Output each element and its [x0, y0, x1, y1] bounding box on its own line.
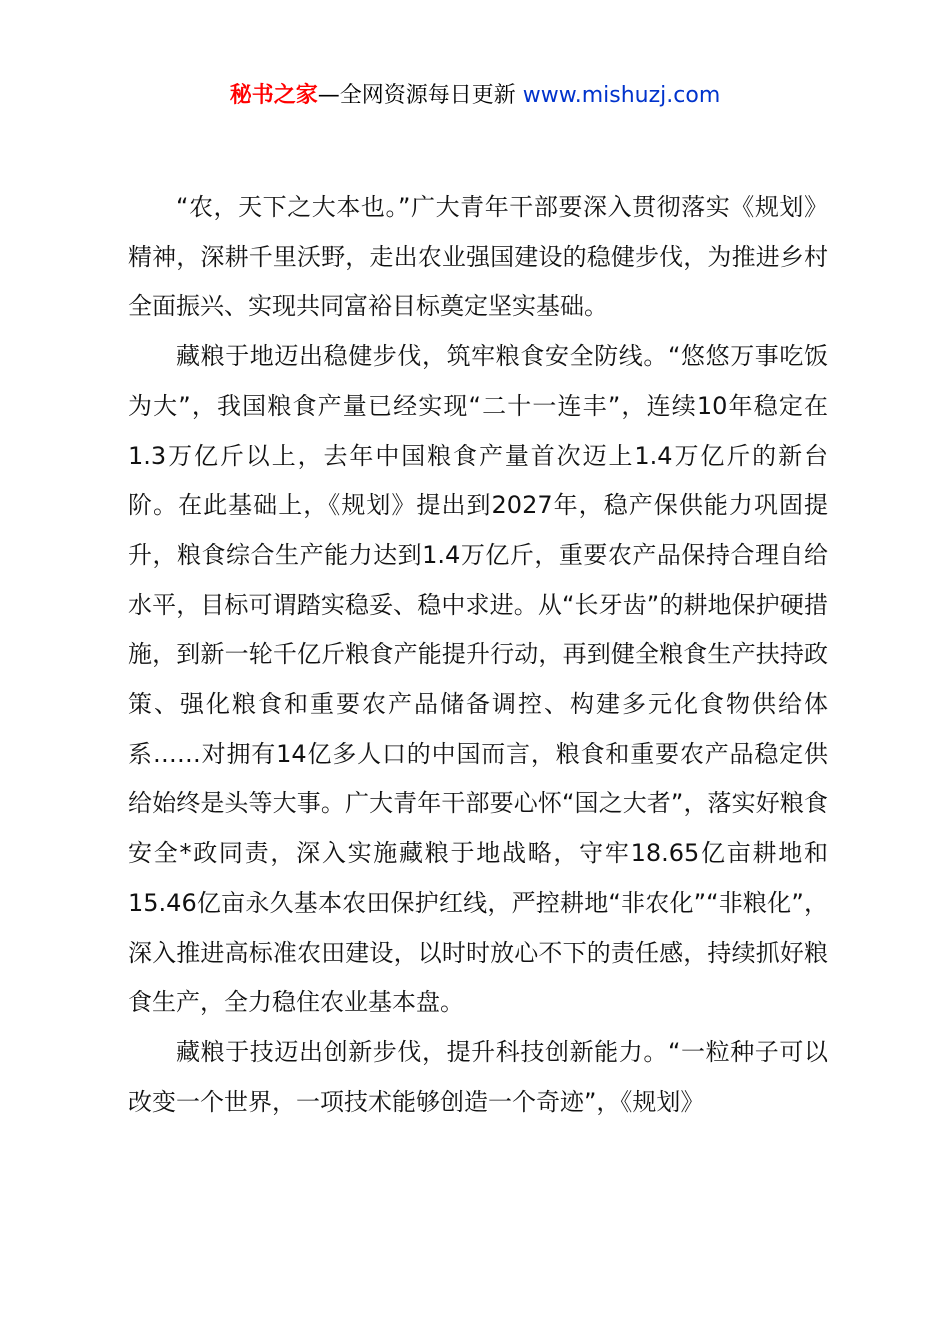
header-slogan: —全网资源每日更新: [317, 83, 523, 108]
website-url[interactable]: www.mishuzj.com: [522, 83, 721, 108]
page-header: [0, 80, 950, 112]
paragraph-technology: 藏粮于技迈出创新步伐，提升科技创新能力。“一粒种子可以改变一个世界，一项技术能够创造一个奇迹”，《规划》: [128, 1037, 828, 1116]
brand-name: 秘书之家: [229, 83, 318, 108]
article-body: [128, 183, 828, 1127]
paragraph-intro: “农，天下之大本也。”广大青年干部要深入贯彻落实《规划》精神，深耕千里沃野，走出农业强国建设的稳健步伐，为推进乡村全面振兴、实现共同富裕目标奠定坚实基础。: [128, 193, 828, 321]
paragraph-land: 藏粮于地迈出稳健步伐，筑牢粮食安全防线。“悠悠万事吃饭为大”，我国粮食产量已经实现“二十一连丰”，连续10年稳定在1.3万亿斤以上，去年中国粮食产量首次迈上1.4万亿斤的新台阶。在此基础上，《规划》提出到2027年，稳产保供能力巩固提升，粮食综合生产能力达到1.4万亿斤，重要农产品保持合理自给水平，目标可谓踏实稳妥、稳中求进。从“长牙齿”的耕地保护硬措施，到新一轮千亿斤粮食产能提升行动，再到健全粮食生产扶持政策、强化粮食和重要农产品储备调控、构建多元化食物供给体系……对拥有14亿多人口的中国而言，粮食和重要农产品稳定供给始终是头等大事。广大青年干部要心怀“国之大者”，落实好粮食安全*政同责，深入实施藏粮于地战略，守牢18.65亿亩耕地和15.46亿亩永久基本农田保护红线，严控耕地“非农化”“非粮化”，深入推进高标准农田建设，以时时放心不下的责任感，持续抓好粮食生产，全力稳住农业基本盘。: [128, 342, 828, 1017]
